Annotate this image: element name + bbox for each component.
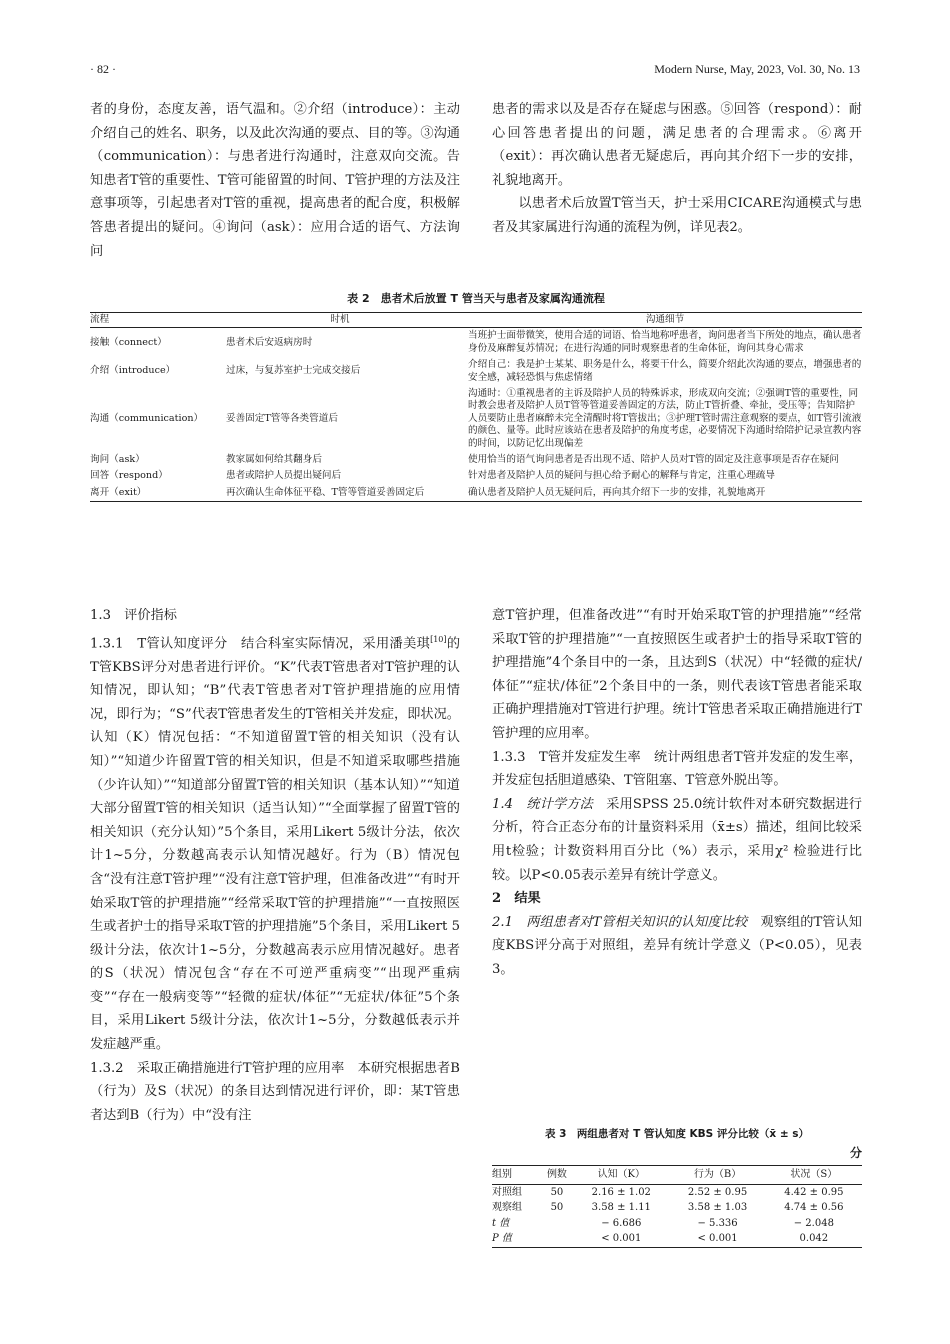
table-row <box>90 485 862 502</box>
table-row <box>90 468 862 484</box>
column-header: 时机 <box>226 313 468 328</box>
journal-header: Modern Nurse, May, 2023, Vol. 30, No. 13 <box>654 62 860 76</box>
column-header: 认知（K） <box>573 1166 669 1185</box>
cell-detail: 使用恰当的语气询问患者是否出现不适、陪护人员对T管的固定及注意事项是否存在疑问 <box>468 454 839 466</box>
cell: 0.042 <box>766 1231 862 1247</box>
paragraph: 者的身份，态度友善，语气温和。②介绍（introduce）：主动介绍自己的姓名、职务，以及此次沟通的要点、目的等。③沟通（communication）：与患者进行沟通时，注意双向交流。告知患者T管的重要性、T管可能留置的时间、T管护理的方法及注意事项等，引起患者对T管的重视，提高患者的配合度，积极解答患者提出的疑问。④询问（ask）：应用合适的语气、方法询问 <box>90 102 460 259</box>
cell: 50 <box>550 1202 564 1213</box>
page-number: · 82 · <box>90 62 116 76</box>
cell: 3.58 ± 1.03 <box>687 1202 748 1213</box>
cell: 3.58 ± 1.11 <box>591 1202 651 1213</box>
subsection-heading: 1.3.2 采取正确措施进行T管护理的应用率 <box>90 1060 345 1076</box>
cell: 4.42 ± 0.95 <box>784 1186 844 1198</box>
text-column-top-right <box>492 98 862 240</box>
cell: 2.16 ± 1.02 <box>591 1186 651 1198</box>
table-row <box>492 1184 862 1200</box>
table-row <box>492 1216 862 1232</box>
cell-timing: 患者或陪护人员提出疑问后 <box>226 470 342 482</box>
table-row <box>492 1200 862 1216</box>
text-column-bottom-right <box>492 604 862 982</box>
column-header: 沟通细节 <box>468 313 862 328</box>
text-column-bottom-left <box>90 604 460 1127</box>
subsection-heading: 2.1 两组患者对T管相关知识的认知度比较 <box>492 914 748 930</box>
cell-process: 沟通（communication） <box>90 412 204 424</box>
cell: 2.52 ± 0.95 <box>687 1186 748 1198</box>
paragraph-text: 采用SPSS 25.0统计软件对本研究数据进行分析，符合正态分布的计量资料采用（x̄±s）描述，组间比较采用t检验；计数资料用百分比（%）表示，采用χ² 检验进行比较。以P<0.05表示差异有统计学意义。 <box>492 796 862 883</box>
column-header: 行为（B） <box>669 1166 765 1185</box>
section-heading-1-3: 1.3 评价指标 <box>90 608 177 623</box>
cell: 对照组 <box>492 1186 522 1198</box>
cell-detail: 介绍自己：我是护士某某、职务是什么，将要干什么，简要介绍此次沟通的要点，增强患者的安全感，减轻恐惧与焦虑情绪 <box>468 359 862 383</box>
paragraph-1-3-2 <box>90 1057 460 1128</box>
subsection-heading: 1.3.3 T管并发症发生率 <box>492 749 641 765</box>
cell-timing: 过床，与复苏室护士完成交接后 <box>226 365 361 377</box>
cell: t 值 <box>492 1217 510 1229</box>
column-header: 例数 <box>541 1166 573 1185</box>
table-3 <box>492 1165 862 1248</box>
reference-marker: [10] <box>430 634 447 644</box>
cell-timing: 患者术后安返病房时 <box>226 336 313 348</box>
column-header: 流程 <box>90 313 226 328</box>
paragraph-1-4 <box>492 793 862 887</box>
paragraph: 以患者术后放置T管当天，护士采用CICARE沟通模式与患者及其家属进行沟通的流程为例，详见表2。 <box>492 196 862 235</box>
cell: 50 <box>550 1186 564 1198</box>
paragraph-text: 统计两组患者T管并发症的发生率，并发症包括胆道感染、T管阻塞、T管意外脱出等。 <box>492 749 863 789</box>
table-3-unit: 分 <box>849 1146 862 1160</box>
column-header: 状况（S） <box>766 1166 862 1185</box>
cell-timing: 再次确认生命体征平稳、T管等管道妥善固定后 <box>226 485 468 502</box>
cell-detail: 沟通时：①重视患者的主诉及陪护人员的特殊诉求，形成双向交流；②强调T管的重要性，同时教会患者及陪护人员T管等管道妥善固定的方法，防止T管折叠、牵扯，受压等；告知陪护人员要防止患者麻醉未完全清醒时将T管拔出；③护理T管时需注意观察的要点，如T管引流液的颜色、量等。此时应该站在患者及陪护的角度考虑，必要情况下沟通时给陪护记录宣教内容的时间，以防记忆出现偏差 <box>468 388 862 449</box>
cell: 观察组 <box>492 1202 522 1213</box>
table-header-row <box>492 1166 862 1185</box>
table-row <box>90 452 862 468</box>
table-row <box>90 328 862 357</box>
table-header-row <box>90 313 862 328</box>
paragraph-text: 本研究根据患者B（行为）及S（状况）的条目达到情况进行评价，即：某T管患者达到B（行为）中“没有注 <box>90 1060 460 1123</box>
cell-detail: 针对患者及陪护人员的疑问与担心给予耐心的解释与肯定，注重心理疏导 <box>468 470 775 482</box>
cell-timing: 教家属如何给其翻身后 <box>226 454 322 466</box>
cell-process: 回答（respond） <box>90 470 168 482</box>
cell-detail: 确认患者及陪护人员无疑问后，再向其介绍下一步的安排，礼貌地离开 <box>468 485 862 502</box>
text-column-top-left <box>90 98 460 263</box>
cell <box>541 1216 573 1232</box>
cell-detail: 当班护士面带微笑，使用合适的词语、恰当地称呼患者，询问患者当下所处的地点，确认患者身份及麻醉复苏情况；在进行沟通的同时观察患者的生命体征，询问其身心需求 <box>468 330 862 354</box>
cell-process: 离开（exit） <box>90 485 226 502</box>
table-2-caption: 表 2 患者术后放置 T 管当天与患者及家属沟通流程 <box>347 292 605 305</box>
table-row <box>90 357 862 386</box>
paragraph-2-1 <box>492 911 862 982</box>
subsection-heading: 1.4 统计学方法 <box>492 796 593 812</box>
table-3-caption: 表 3 两组患者对 T 管认知度 KBS 评分比较（x̄ ± s） <box>544 1128 810 1140</box>
paragraph-text: 的T管KBS评分对患者进行评价。“K”代表T管患者对T管护理的认知情况，即认知；“B”代表T管患者对T管护理措施的应用情况，即行为；“S”代表T管患者发生的T管相关并发症，即状况。认知（K）情况包括：“不知道留置T管的相关知识（没有认知）”“知道少许留置T管的相关知识，但是不知道采取哪些措施（少许认知）”“知道部分留置T管的相关知识（基本认知）”“知道大部分留置T管的相关知识（适当认知）”“全面掌握了留置T管的相关知识（充分认知）”5个条目，采用Likert 5级计分法，依次计1~5分，分数越高表示认知情况越好。行为（B）情况包含“没有注意T管护理”“没有注意T管护理，但准备改进”“有时开始采取T管的护理措施”“经常采取T管的护理措施”“一直按照医生或者护士的指导采取T管的护理措施”5个条目，采用Likert 5级计分法，依次计1~5分，分数越高表示应用情况越好。患者的S（状况）情况包含“存在不可逆严重病变”“出现严重病变”“存在一般病变等”“轻微的症状/体征”“无症状/体征”5个条目，采用Likert 5级计分法，依次计1~5分，分数越低表示并发症越严重。 <box>90 635 461 1053</box>
paragraph: 意T管护理，但准备改进”“有时开始采取T管的护理措施”“经常采取T管的护理措施”“一直按照医生或者护士的指导采取T管的护理措施”4个条目中的一条，且达到S（状况）中“轻微的症状/体征”“症状/体征”2个条目中的一条，则代表该T管患者能采取正确护理措施对T管进行护理。统计T管患者采取正确措施进行T管护理的应用率。 <box>492 608 862 741</box>
cell: < 0.001 <box>669 1231 765 1247</box>
cell-timing: 妥善固定T管等各类管道后 <box>226 412 338 424</box>
subsection-heading: 1.3.1 T管认知度评分 <box>90 635 228 651</box>
cell-process: 接触（connect） <box>90 336 167 348</box>
cell-process: 介绍（introduce） <box>90 365 176 377</box>
paragraph-1-3-1 <box>90 628 460 1057</box>
table-row <box>90 386 862 452</box>
column-header: 组别 <box>492 1166 541 1185</box>
cell: − 6.686 <box>601 1217 642 1229</box>
table-2 <box>90 312 862 502</box>
cell: 4.74 ± 0.56 <box>784 1202 844 1213</box>
cell: − 2.048 <box>793 1217 834 1229</box>
cell: P 值 <box>492 1231 541 1247</box>
paragraph-text: 结合科室实际情况，采用潘美琪 <box>240 635 431 651</box>
cell: − 5.336 <box>697 1217 738 1229</box>
paragraph-text: 观察组的T管认知度KBS评分高于对照组，差异有统计学意义（P<0.05），见表3。 <box>492 914 862 977</box>
paragraph-1-3-3 <box>492 746 862 793</box>
paragraph: 患者的需求以及是否存在疑虑与困惑。⑤回答（respond）：耐心回答患者提出的问题，满足患者的合理需求。⑥离开（exit）：再次确认患者无疑虑后，再向其介绍下一步的安排，礼貌地离开。 <box>492 102 862 188</box>
section-heading-2: 2 结果 <box>492 891 541 907</box>
table-row <box>492 1231 862 1247</box>
cell-process: 询问（ask） <box>90 454 145 466</box>
cell: < 0.001 <box>573 1231 669 1247</box>
cell <box>541 1231 573 1247</box>
